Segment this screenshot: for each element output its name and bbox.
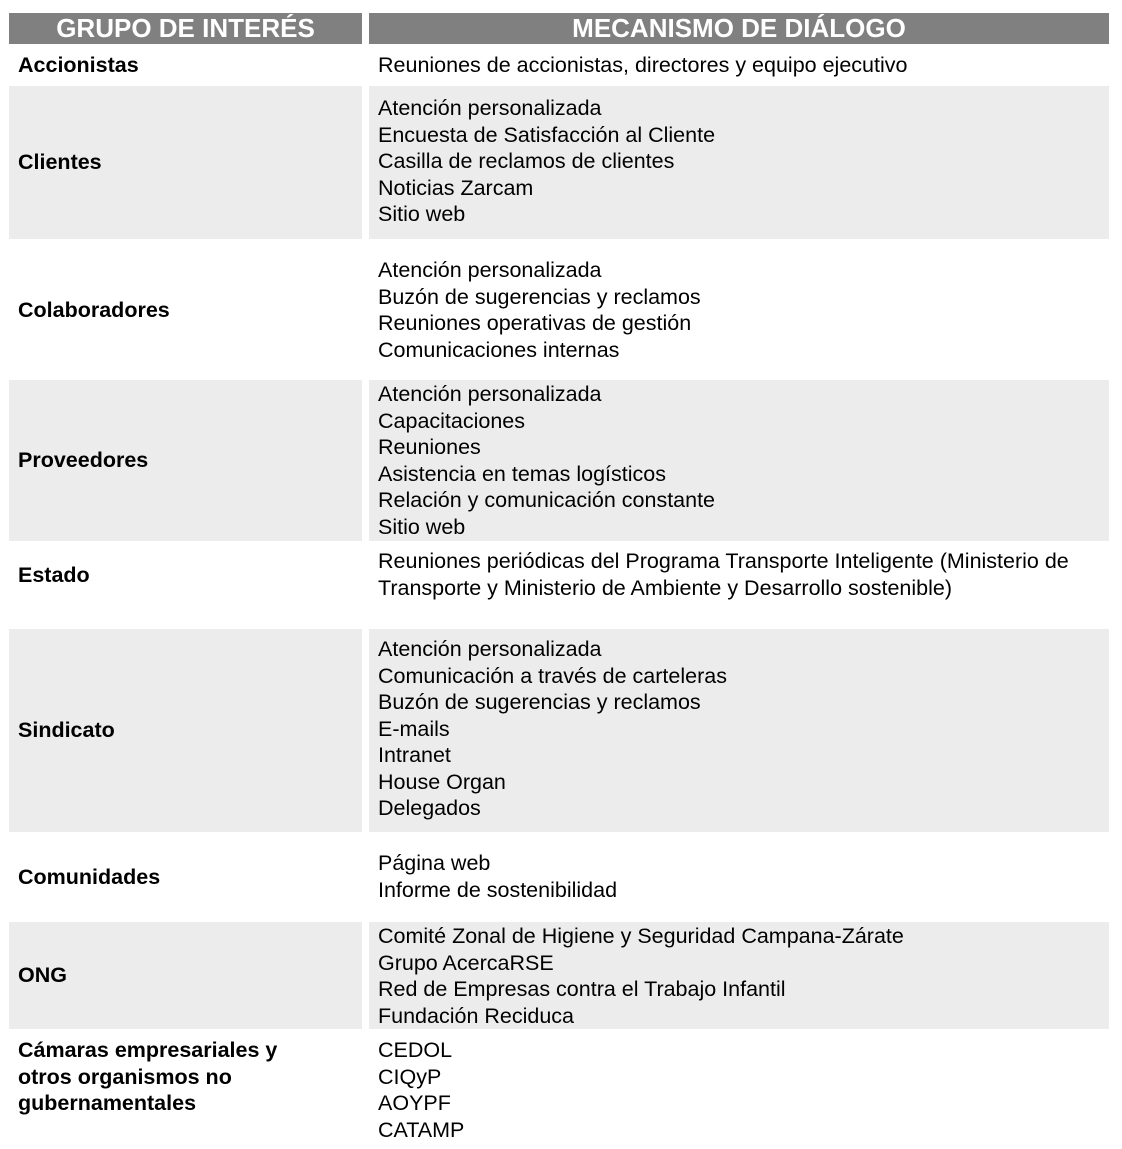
- mechanism-item: CIQyP: [378, 1064, 442, 1089]
- mechanism-item: Intranet: [378, 743, 451, 767]
- group-label: Sindicato: [18, 718, 115, 743]
- mechanism-cell-accionistas: [369, 52, 1109, 79]
- mechanism-item: Capacitaciones: [378, 408, 526, 433]
- mechanism-item: Fundación Reciduca: [378, 1003, 575, 1028]
- mechanism-item: Asistencia en temas logísticos: [378, 461, 666, 486]
- mechanism-item: Reuniones: [378, 435, 481, 459]
- mechanism-cell-sindicato: [369, 629, 1109, 832]
- mechanism-cell-camaras: [369, 1037, 1109, 1145]
- mechanism-cell-proveedores: [369, 380, 1109, 541]
- group-cell-sindicato: [9, 629, 362, 832]
- mechanism-item: Informe de sostenibilidad: [378, 877, 618, 902]
- mechanism-cell-clientes: [369, 86, 1109, 239]
- group-cell-ong: [9, 922, 362, 1029]
- mechanism-item: Noticias Zarcam: [378, 175, 534, 200]
- mechanism-item: E-mails: [378, 716, 450, 741]
- mechanism-item: Atención personalizada: [378, 382, 602, 406]
- mechanism-item: House Organ: [378, 769, 506, 794]
- group-label: Clientes: [18, 150, 102, 175]
- group-label: Comunidades: [18, 864, 161, 889]
- mechanism-item: Comunicaciones internas: [378, 337, 620, 362]
- mechanism-item: Atención personalizada: [378, 637, 602, 661]
- mechanism-item: Buzón de sugerencias y reclamos: [378, 284, 701, 309]
- mechanism-item: Sitio web: [378, 202, 466, 226]
- mechanism-item: CATAMP: [378, 1117, 465, 1142]
- mechanism-item: Delegados: [378, 796, 481, 820]
- mechanism-item: Reuniones operativas de gestión: [378, 311, 692, 335]
- mechanism-item: Encuesta de Satisfacción al Cliente: [378, 122, 716, 147]
- column-header-mechanism: MECANISMO DE DIÁLOGO: [369, 13, 1109, 44]
- mechanism-item: Comité Zonal de Higiene y Seguridad Campana-Zárate: [378, 924, 904, 948]
- mechanism-item: Atención personalizada: [378, 258, 602, 282]
- mechanism-item: Red de Empresas contra el Trabajo Infantil: [378, 977, 786, 1001]
- mechanism-item: Atención personalizada: [378, 96, 602, 120]
- group-cell-estado: [9, 548, 362, 602]
- mechanism-cell-comunidades: [369, 837, 1109, 917]
- group-cell-clientes: [9, 86, 362, 239]
- mechanism-item: AOYPF: [378, 1091, 451, 1115]
- mechanism-item: Comunicación a través de carteleras: [378, 663, 727, 688]
- mechanism-item: Sitio web: [378, 514, 466, 539]
- group-cell-colaboradores: [9, 244, 362, 376]
- mechanism-item: Buzón de sugerencias y reclamos: [378, 690, 701, 714]
- group-label: Colaboradores: [18, 297, 170, 322]
- mechanism-item: Reuniones de accionistas, directores y equipo ejecutivo: [378, 53, 908, 77]
- group-label: Estado: [18, 562, 90, 587]
- group-label: Cámaras empresariales y otros organismos no gubernamentales: [18, 1038, 278, 1115]
- mechanism-cell-ong: [369, 922, 1109, 1029]
- mechanism-cell-estado: [369, 548, 1109, 608]
- mechanism-item: Casilla de reclamos de clientes: [378, 149, 675, 173]
- mechanism-item: Página web: [378, 851, 491, 875]
- group-label: ONG: [18, 963, 67, 988]
- group-cell-camaras: [9, 1037, 362, 1145]
- mechanism-item: Reuniones periódicas del Programa Transporte Inteligente (Ministerio de Transporte y Ministerio de Ambiente y Desarrollo sostenible): [378, 549, 1069, 600]
- group-label: Proveedores: [18, 448, 149, 473]
- column-header-group: GRUPO DE INTERÉS: [9, 13, 362, 44]
- mechanism-item: Grupo AcercaRSE: [378, 950, 554, 975]
- group-cell-proveedores: [9, 380, 362, 541]
- mechanism-item: CEDOL: [378, 1038, 453, 1062]
- mechanism-cell-colaboradores: [369, 244, 1109, 376]
- group-label: Accionistas: [18, 53, 139, 78]
- group-cell-comunidades: [9, 837, 362, 917]
- mechanism-item: Relación y comunicación constante: [378, 488, 716, 512]
- group-cell-accionistas: [9, 52, 362, 79]
